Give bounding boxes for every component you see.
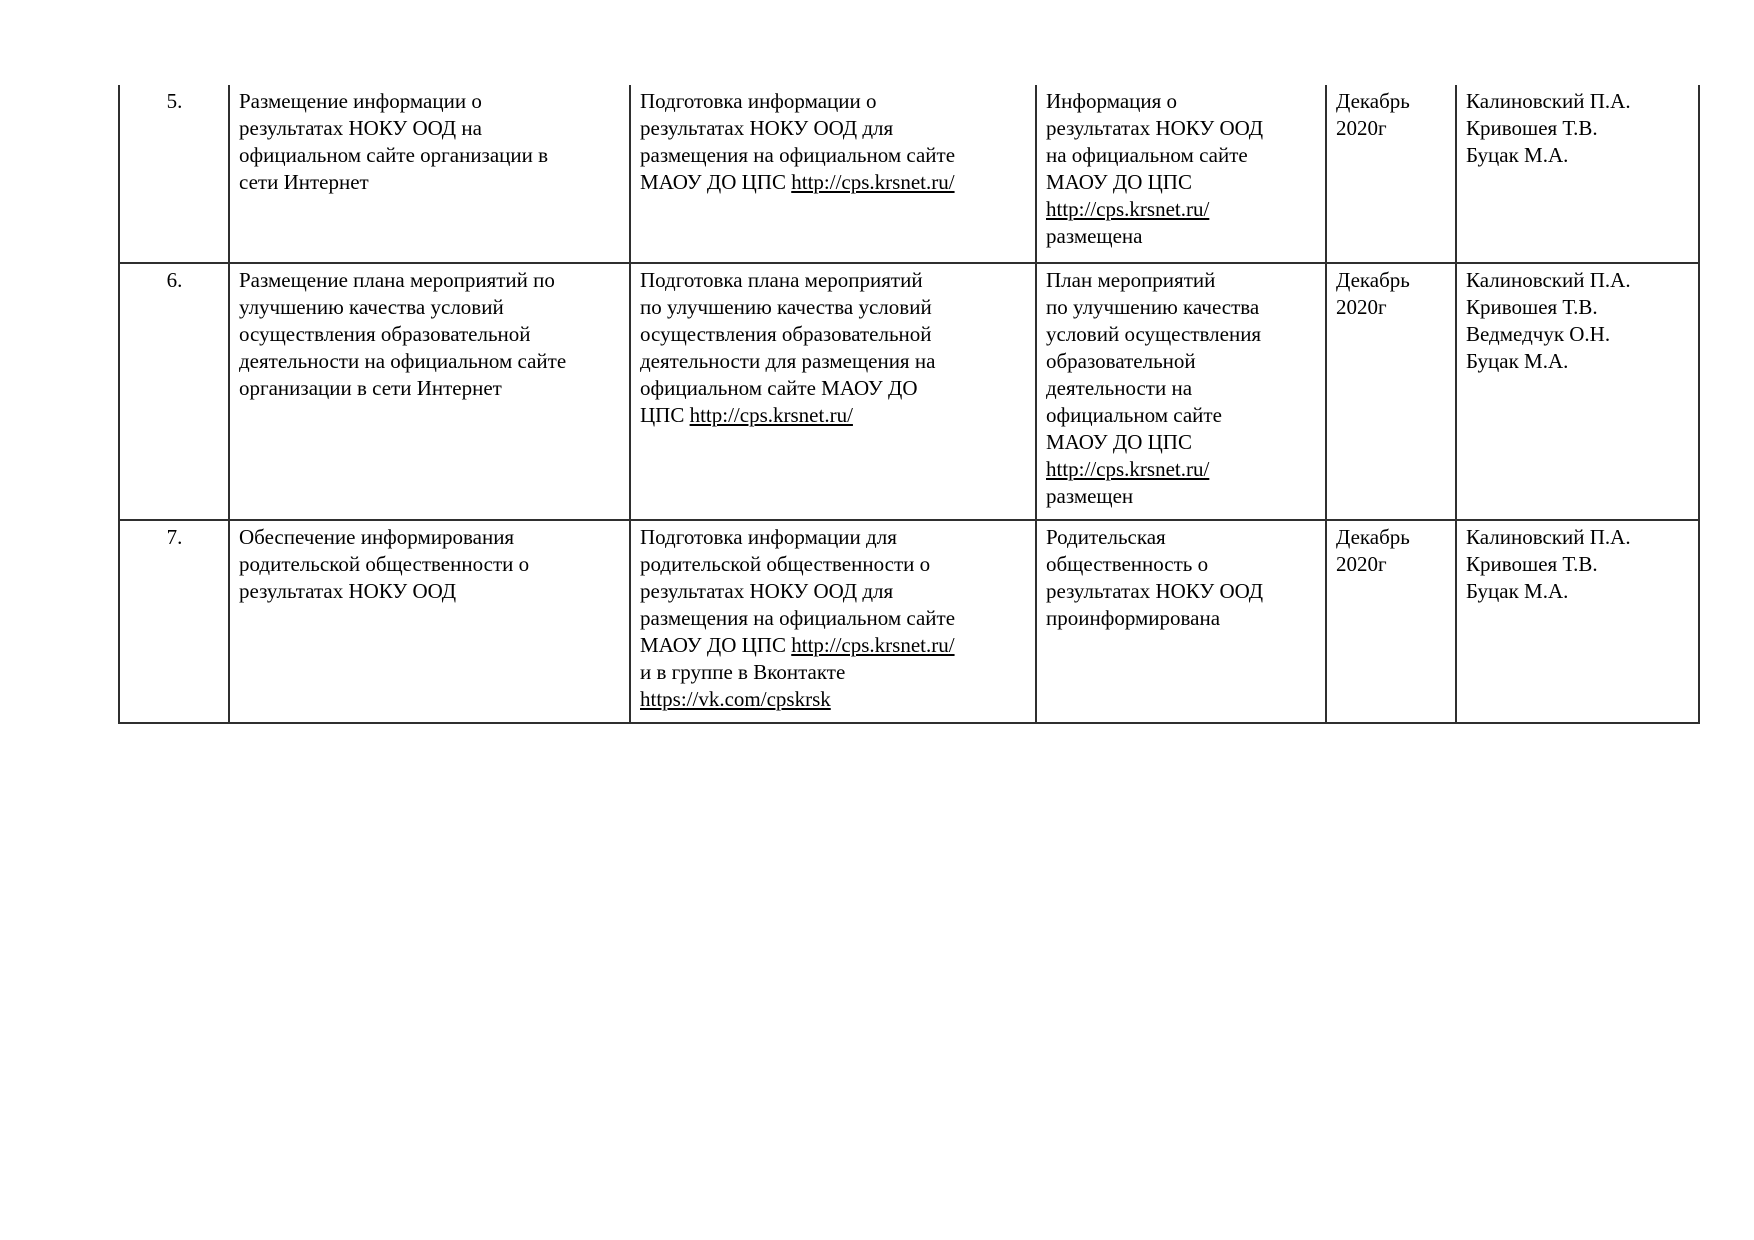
text-segment: размещен [1046,484,1134,508]
text-segment: 2020г [1336,552,1387,576]
text-segment: официальном сайте [1046,403,1222,427]
text-segment: Декабрь [1336,89,1410,113]
action-cell [630,85,1036,263]
text-segment: 2020г [1336,295,1387,319]
cell-line [1046,223,1317,250]
action-cell [630,263,1036,520]
cell-line [640,88,1027,115]
cell-line [1336,294,1447,321]
hyperlink[interactable]: https://vk.com/cpskrsk [640,687,831,711]
hyperlink[interactable]: http://cps.krsnet.ru/ [1046,457,1210,481]
text-segment: Декабрь [1336,525,1410,549]
cell-line [1336,551,1447,578]
cell-line [1336,115,1447,142]
text-segment: Калиновский П.А. [1466,268,1631,292]
table-row [119,263,1699,520]
cell-line [1336,88,1447,115]
cell-line [239,578,621,605]
cell-line [1046,294,1317,321]
cell-line [239,551,621,578]
cell-line [1046,524,1317,551]
text-segment: результатах НОКУ ООД на [239,116,482,140]
cell-line [640,321,1027,348]
cell-line [1046,88,1317,115]
text-segment: осуществления образовательной [239,322,531,346]
measure-cell [229,263,630,520]
cell-line [239,267,621,294]
cell-line [1466,115,1690,142]
text-segment: условий осуществления [1046,322,1262,346]
measure-cell [229,85,630,263]
cell-line [640,348,1027,375]
cell-line [1046,402,1317,429]
table-row [119,520,1699,723]
text-segment: размещения на официальном сайте [640,143,956,167]
cell-line [640,632,1027,659]
text-segment: МАОУ ДО ЦПС [640,170,792,194]
cell-line [1466,142,1690,169]
text-segment: и в группе в Вконтакте [640,660,846,684]
text-segment: План мероприятий [1046,268,1216,292]
row-number-cell: 7. [119,520,229,723]
cell-line [239,348,621,375]
text-segment: Буцак М.А. [1466,579,1569,603]
text-segment: Размещение плана мероприятий по [239,268,555,292]
cell-line [640,267,1027,294]
text-segment: Калиновский П.А. [1466,525,1631,549]
text-segment: Подготовка информации для [640,525,897,549]
cell-line [640,686,1027,713]
cell-line [1046,551,1317,578]
text-segment: официальном сайте организации в [239,143,549,167]
text-segment: Подготовка плана мероприятий [640,268,923,292]
text-segment: размещена [1046,224,1143,248]
action-cell [630,520,1036,723]
deadline-cell [1326,520,1456,723]
cell-line [640,294,1027,321]
cell-line [239,115,621,142]
text-segment: 2020г [1336,116,1387,140]
cell-line [1466,348,1690,375]
text-segment: Обеспечение информирования [239,525,515,549]
cell-line [640,375,1027,402]
cell-line [1046,267,1317,294]
cell-line [1046,605,1317,632]
cell-line [640,659,1027,686]
cell-line [239,524,621,551]
text-segment: результатах НОКУ ООД [239,579,457,603]
cell-line [1046,456,1317,483]
text-segment: Ведмедчук О.Н. [1466,322,1611,346]
hyperlink[interactable]: http://cps.krsnet.ru/ [689,403,853,427]
cell-line [1466,267,1690,294]
text-segment: результатах НОКУ ООД для [640,116,894,140]
cell-line [640,578,1027,605]
cell-line [239,375,621,402]
text-segment: осуществления образовательной [640,322,932,346]
text-segment: сети Интернет [239,170,369,194]
cell-line [640,402,1027,429]
text-segment: Кривошея Т.В. [1466,552,1598,576]
text-segment: деятельности на официальном сайте [239,349,567,373]
cell-line [239,321,621,348]
text-segment: МАОУ ДО ЦПС [1046,430,1192,454]
result-cell [1036,263,1326,520]
cell-line [640,551,1027,578]
cell-line [1336,524,1447,551]
cell-line [1466,321,1690,348]
cell-line [239,294,621,321]
result-cell [1036,85,1326,263]
deadline-cell [1326,85,1456,263]
cell-line [1046,142,1317,169]
text-segment: Родительская [1046,525,1166,549]
responsible-cell [1456,85,1699,263]
text-segment: Информация о [1046,89,1178,113]
cell-line [1046,348,1317,375]
text-segment: Декабрь [1336,268,1410,292]
plan-table-body [119,85,1699,723]
cell-line [1466,294,1690,321]
text-segment: организации в сети Интернет [239,376,502,400]
cell-line [1466,524,1690,551]
text-segment: Кривошея Т.В. [1466,295,1598,319]
hyperlink[interactable]: http://cps.krsnet.ru/ [791,633,955,657]
cell-line [1336,267,1447,294]
hyperlink[interactable]: http://cps.krsnet.ru/ [1046,197,1210,221]
text-segment: по улучшению качества условий [640,295,932,319]
text-segment: Буцак М.А. [1466,349,1569,373]
text-segment: улучшению качества условий [239,295,504,319]
text-segment: родительской общественности о [239,552,530,576]
row-number-cell: 6. [119,263,229,520]
text-segment: Размещение информации о [239,89,482,113]
cell-line [640,169,1027,196]
table-row [119,85,1699,263]
cell-line [1046,196,1317,223]
text-segment: результатах НОКУ ООД [1046,579,1264,603]
text-segment: на официальном сайте [1046,143,1248,167]
text-segment: деятельности для размещения на [640,349,936,373]
measure-cell [229,520,630,723]
text-segment: деятельности на [1046,376,1193,400]
cell-line [239,142,621,169]
cell-line [640,142,1027,169]
text-segment: размещения на официальном сайте [640,606,956,630]
text-segment: МАОУ ДО ЦПС [640,633,792,657]
cell-line [1466,578,1690,605]
cell-line [1046,483,1317,510]
deadline-cell [1326,263,1456,520]
hyperlink[interactable]: http://cps.krsnet.ru/ [791,170,955,194]
cell-line [1466,551,1690,578]
text-segment: по улучшению качества [1046,295,1260,319]
cell-line [1046,578,1317,605]
text-segment: Подготовка информации о [640,89,877,113]
text-segment: МАОУ ДО ЦПС [1046,170,1192,194]
cell-line [1046,429,1317,456]
text-segment: родительской общественности о [640,552,931,576]
cell-line [640,605,1027,632]
cell-line [1046,321,1317,348]
text-segment: Калиновский П.А. [1466,89,1631,113]
responsible-cell [1456,263,1699,520]
cell-line [1046,115,1317,142]
action-plan-table [118,85,1700,724]
cell-line [239,169,621,196]
result-cell [1036,520,1326,723]
cell-line [1466,88,1690,115]
text-segment: ЦПС [640,403,690,427]
text-segment: официальном сайте МАОУ ДО [640,376,918,400]
cell-line [1046,169,1317,196]
text-segment: результатах НОКУ ООД [1046,116,1264,140]
text-segment: Буцак М.А. [1466,143,1569,167]
text-segment: общественность о [1046,552,1209,576]
text-segment: Кривошея Т.В. [1466,116,1598,140]
text-segment: проинформирована [1046,606,1221,630]
cell-line [239,88,621,115]
cell-line [640,115,1027,142]
row-number-cell: 5. [119,85,229,263]
text-segment: образовательной [1046,349,1196,373]
responsible-cell [1456,520,1699,723]
text-segment: результатах НОКУ ООД для [640,579,894,603]
cell-line [1046,375,1317,402]
cell-line [640,524,1027,551]
